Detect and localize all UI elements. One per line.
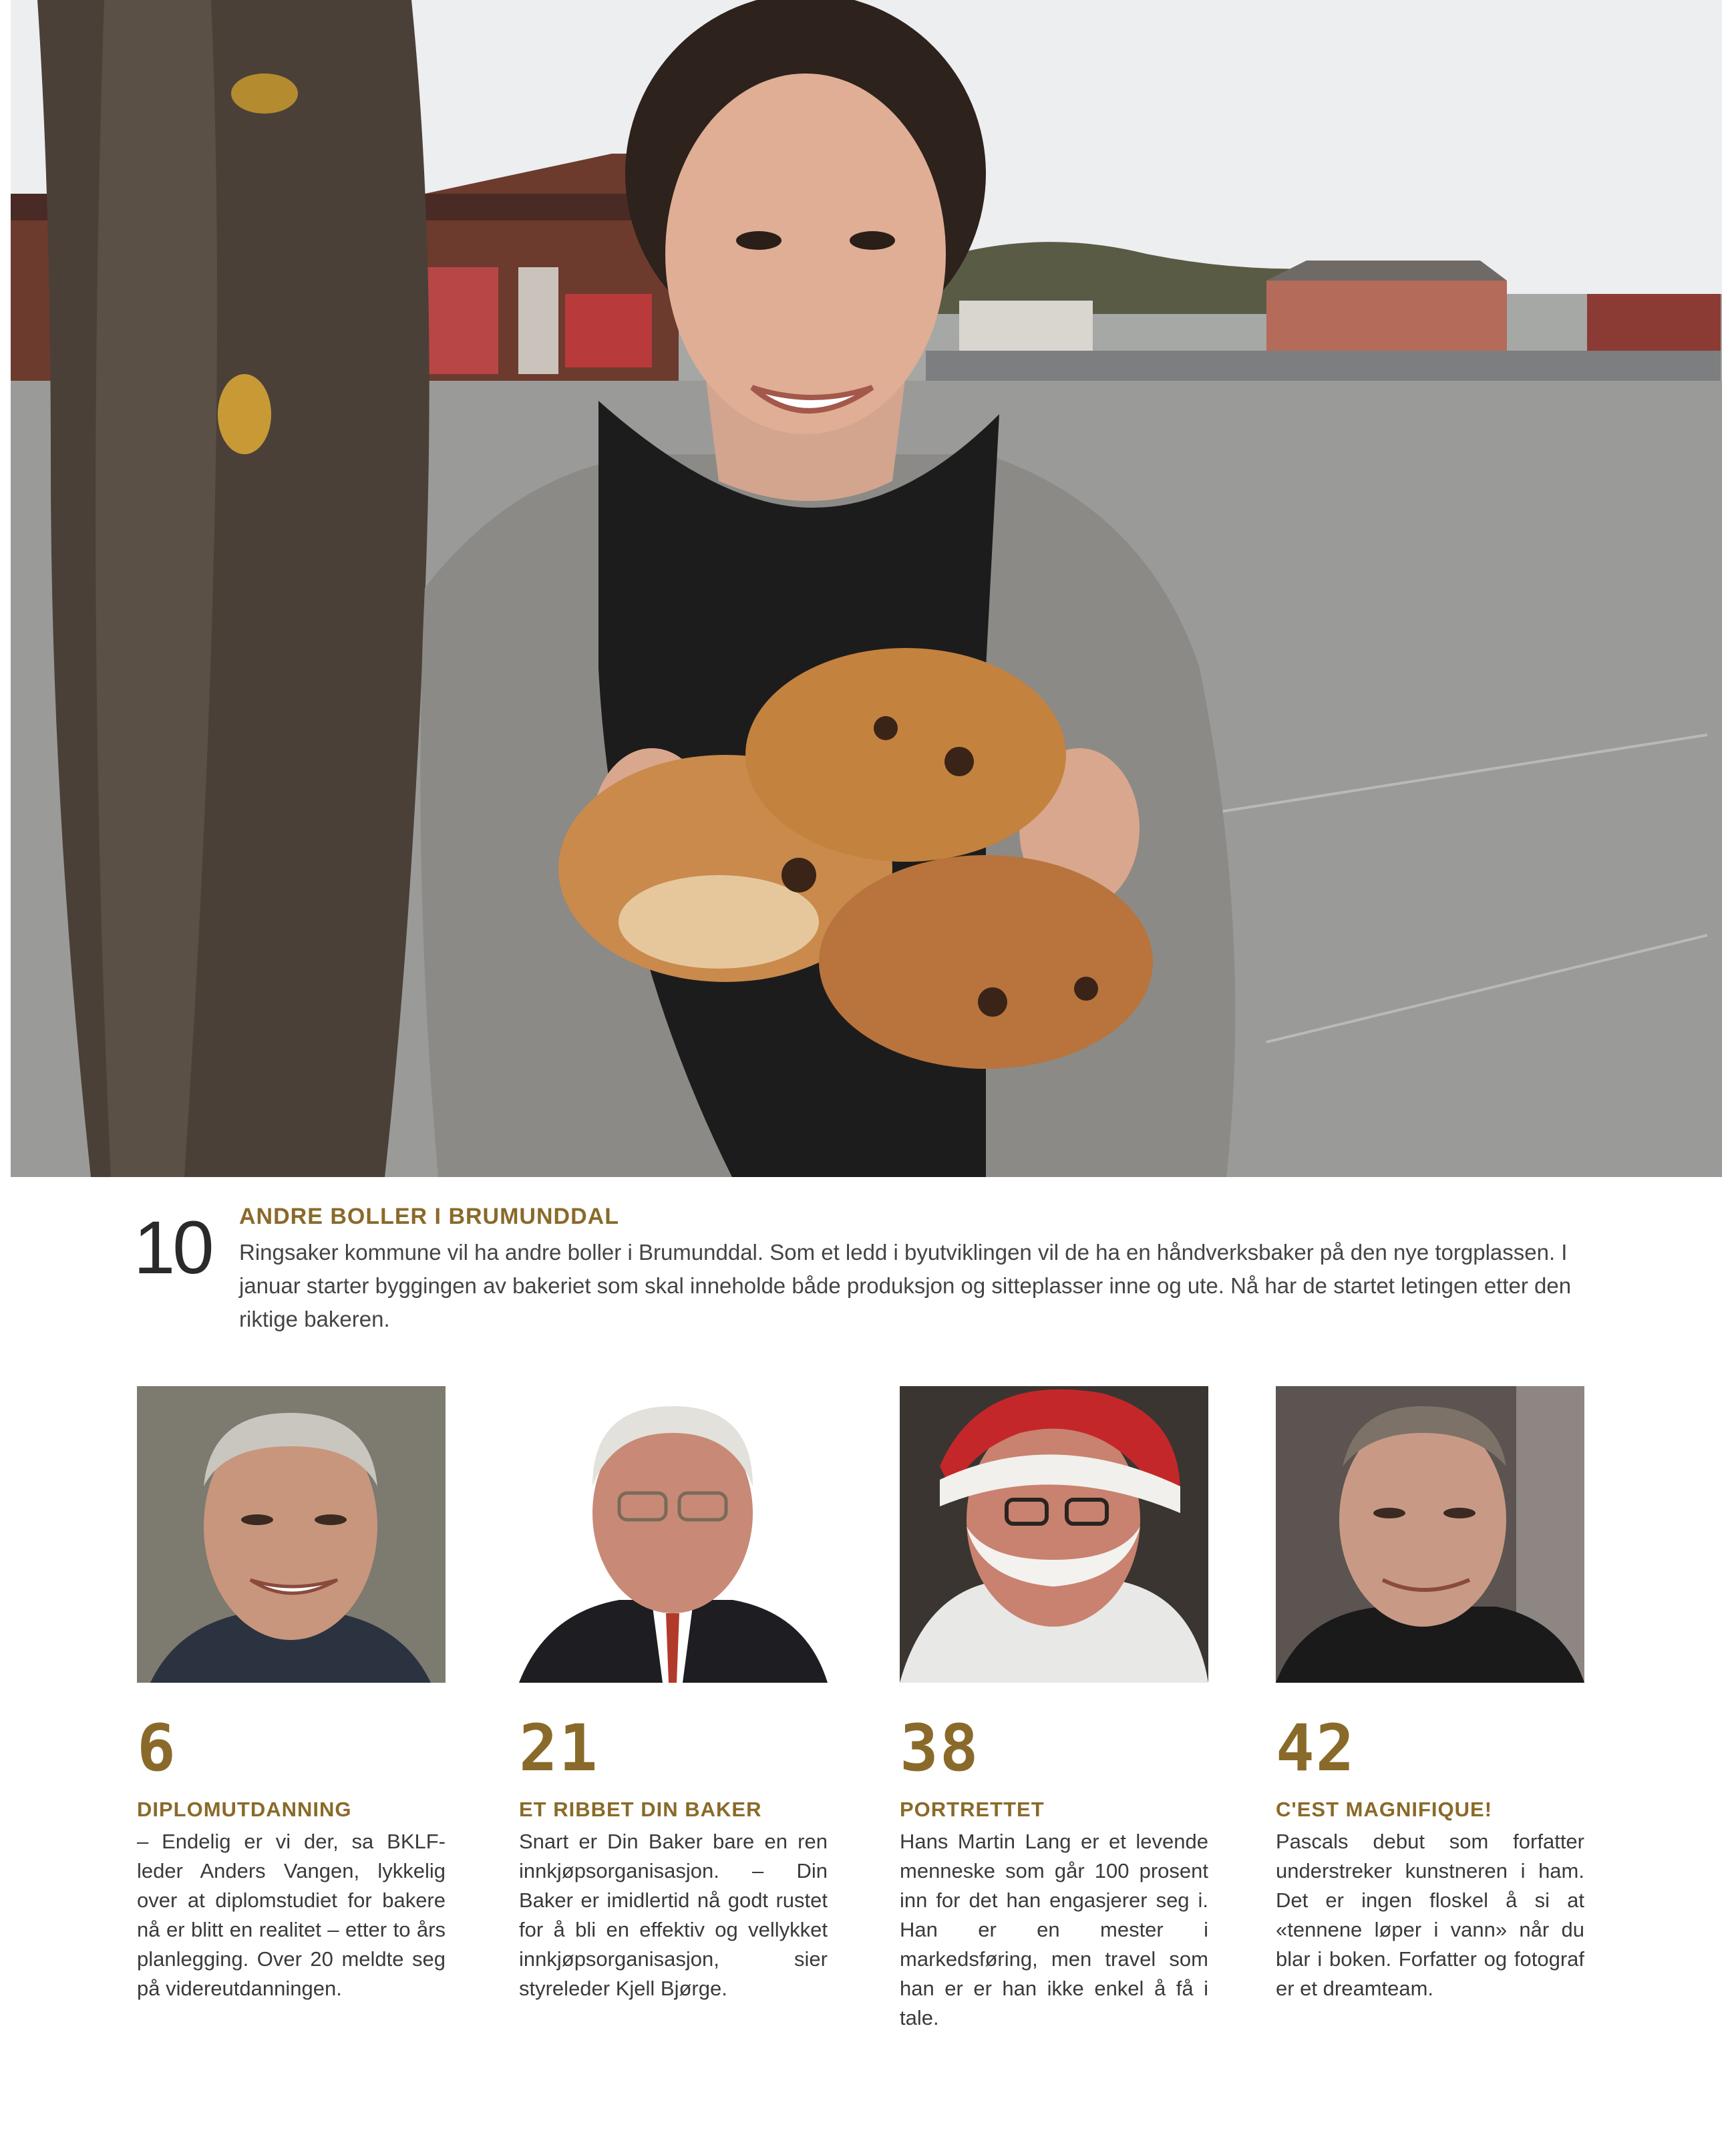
portrait-photo-kjell-bjorge xyxy=(519,1386,828,1683)
portrait-photo-pascal xyxy=(1276,1386,1584,1683)
feature-page-number: 10 xyxy=(134,1206,212,1289)
article-body: Hans Martin Lang er et levende menneske som går 100 prosent inn for det han engasjerer seg i. Han er en mester i markedsføring, men travel som han er er han ikke enkel å få i tale. xyxy=(900,1830,1208,2029)
article-title: DIPLOMUTDANNING xyxy=(137,1798,352,1821)
feature-body: Ringsaker kommune vil ha andre boller i Brumunddal. Som et ledd i byutviklingen vil de ha en håndverksbaker på den nye torgplassen. I januar starter byggingen av bakeriet som skal inneholde både produksjon og sitteplasser inne og ute. Nå har de startet letingen etter den riktige bakeren. xyxy=(239,1240,1572,1331)
feature-article[interactable] xyxy=(0,1196,1736,1331)
article-title: PORTRETTET xyxy=(900,1798,1045,1821)
article-page-number: 38 xyxy=(900,1711,980,1786)
hero-photo-woman-with-buns xyxy=(11,0,1722,1177)
article-body: – Endelig er vi der, sa BKLF-leder Anders Vangen, lykkelig over at diplomstudiet for bakere nå er blitt en realitet – etter to års planlegging. Over 20 meldte seg på videreutdanningen. xyxy=(137,1830,446,2000)
article-card-din-baker[interactable] xyxy=(519,1386,828,2003)
portrait-photo-hans-martin-lang xyxy=(900,1386,1208,1683)
article-body: Pascals debut som forfatter understreker kunstneren i ham. Det er ingen floskel å si at «tennene løper i vann» når du blar i boken. Forfatter og fotograf er et dreamteam. xyxy=(1276,1830,1584,2000)
article-page-number: 6 xyxy=(137,1711,177,1786)
article-card-cest-magnifique[interactable] xyxy=(1276,1386,1584,2003)
article-page-number: 21 xyxy=(519,1711,599,1786)
article-body: Snart er Din Baker bare en ren innkjøpsorganisasjon. – Din Baker er imidlertid nå godt rustet for å bli en effektiv og vellykket innkjøpsorganisasjon, sier styreleder Kjell Bjørge. xyxy=(519,1830,828,2000)
article-card-diplomutdanning[interactable] xyxy=(137,1386,446,2003)
article-title: C'EST MAGNIFIQUE! xyxy=(1276,1798,1493,1821)
article-card-portrettet[interactable] xyxy=(900,1386,1208,2033)
portrait-photo-anders-vangen xyxy=(137,1386,446,1683)
article-page-number: 42 xyxy=(1276,1711,1356,1786)
feature-title: ANDRE BOLLER I BRUMUNDDAL xyxy=(239,1204,619,1229)
article-title: ET RIBBET DIN BAKER xyxy=(519,1798,762,1821)
